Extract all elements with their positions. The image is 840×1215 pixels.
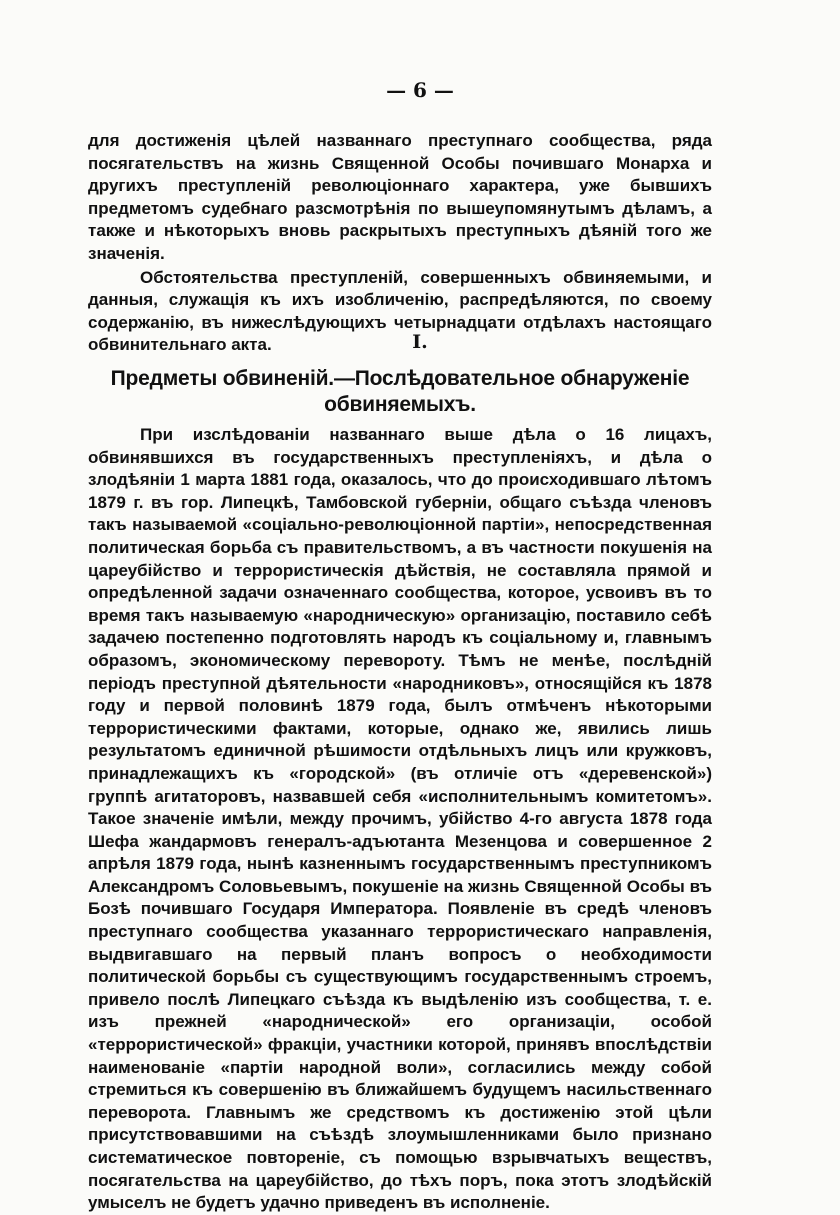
section-heading: Предметы обвиненій.—Послѣдовательное обнаруженіе обвиняемыхъ. xyxy=(110,367,690,416)
body-text xyxy=(88,424,712,1215)
body-paragraph: При изслѣдованіи названнаго выше дѣла о 16 лицахъ, обвинявшихся въ государственныхъ преступленіяхъ, и дѣла о злодѣяніи 1 марта 1881 года, оказалось, что до происходившаго лѣтомъ 1879 г. въ гор. Липецкѣ, Тамбовской губерніи, общаго съѣзда членовъ такъ называемой «соціально-революціонной партіи», непосредственная политическая борьба съ правительствомъ, а въ частности покушенія на цареубійство и террористическія дѣйствія, не составляла прямой и опредѣленной задачи означеннаго сообщества, которое, усвоивъ въ то время такъ называемую «народническую» организацію, поставило себѣ задачею постепенно подготовлять народъ къ соціальному и, главнымъ образомъ, экономическому перевороту. Тѣмъ не менѣе, послѣдній періодъ преступной дѣятельности «народниковъ», относящійся къ 1878 году и первой половинѣ 1879 года, былъ отмѣченъ нѣкоторыми террористическими фактами, которые, однако же, явились лишь результатомъ единичной рѣшимости отдѣльныхъ лицъ или кружковъ, принадлежащихъ къ «городской» (въ отличіе отъ «деревенской») группѣ агитаторовъ, назвавшей себя «исполнительнымъ комитетомъ». Такое значеніе имѣли, между прочимъ, убійство 4-го августа 1878 года Шефа жандармовъ генералъ-адъютанта Мезенцова и совершенное 2 апрѣля 1879 года, нынѣ казненнымъ государственнымъ преступникомъ Александромъ Соловьевымъ, покушеніе на жизнь Священной Особы въ Бозѣ почившаго Государя Императора. Появленіе въ средѣ членовъ преступнаго сообщества указаннаго террористическаго направленія, выдвигавшаго на первый планъ вопросъ о необходимости политической борьбы съ существующимъ государственнымъ строемъ, привело послѣ Липецкаго съѣзда къ выдѣленію изъ сообщества, т. е. изъ прежней «народнической» его организаціи, особой «террористической» фракціи, участники которой, принявъ впослѣдствіи наименованіе «партіи народной воли», согласились между собой стремиться къ совершенію въ ближайшемъ будущемъ насильственнаго переворота. Главнымъ же средствомъ къ достиженію этой цѣли присутствовавшими на съѣздѣ злоумышленниками было признано систематическое повтореніе, съ помощью взрывчатыхъ веществъ, посягательства на цареубійство, до тѣхъ поръ, пока этотъ злодѣйскій умыселъ не будетъ удачно приведенъ въ исполненіе. xyxy=(88,425,712,1213)
intro-paragraph: Обстоятельства преступленій, совершенныхъ обвиняемыми, и данныя, служащія къ ихъ изобличенію, распредѣляются, по своему содержанію, въ нижеслѣдующихъ четырнадцати отдѣлахъ настоящаго обвинительнаго акта. xyxy=(88,267,712,355)
intro-text xyxy=(88,130,712,357)
page-number: — 6 — xyxy=(386,78,454,102)
intro-paragraph: для достиженія цѣлей названнаго преступнаго сообщества, ряда посягательствъ на жизнь Священной Особы почившаго Монарха и другихъ преступленій революціоннаго характера, уже бывшихъ предметомъ судебнаго разсмотрѣнія по вышеупомянутымъ дѣламъ, а также и нѣкоторыхъ вновь раскрытыхъ преступныхъ дѣяній того же значенія. xyxy=(88,131,712,263)
section-number: I. xyxy=(412,331,428,353)
